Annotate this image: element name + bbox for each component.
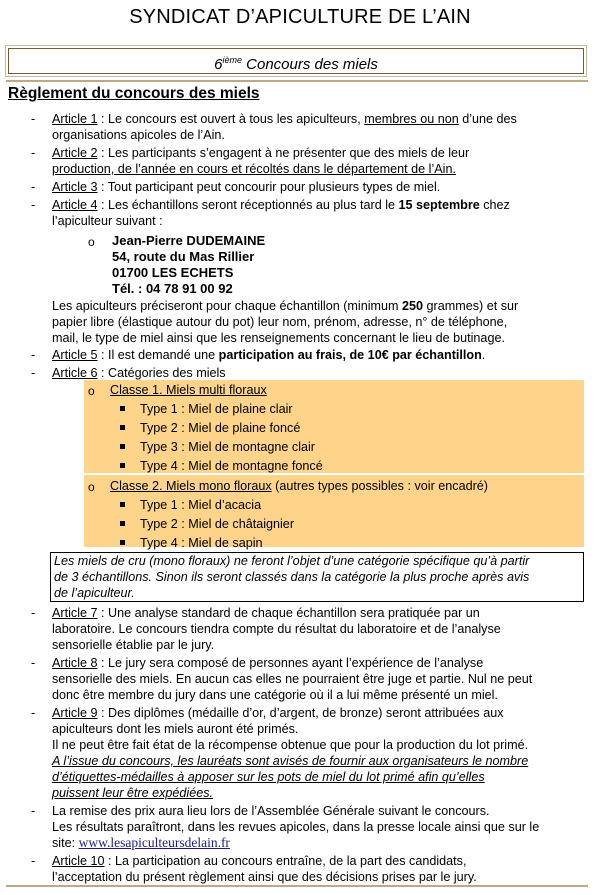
- contact-street: 54, route du Mas Rillier: [112, 249, 255, 264]
- article6-label: Article 6: [52, 366, 98, 380]
- article1-text: : Le concours est ouvert à tous les apiculteurs,: [97, 112, 365, 126]
- article9-line6: puissent leur être expédiées.: [52, 786, 214, 800]
- contest-ordinal: 6: [214, 56, 223, 73]
- dash-bullet: -: [31, 198, 36, 212]
- article2-line1: [52, 145, 469, 161]
- article4-para-line3: mail, le type de miel ainsi que les renseignements concernant le lieu de butinage.: [52, 331, 505, 345]
- contest-title: Concours des miels: [246, 56, 378, 73]
- article10-line2: l’acceptation du présent règlement ainsi que des décisions prises par le jury.: [52, 870, 477, 884]
- square-bullet: [120, 425, 125, 430]
- separator-bottom: [6, 885, 588, 887]
- dash-bullet: -: [31, 804, 36, 818]
- article8-text: : Le jury sera composé de personnes ayant l’expérience de l’analyse: [97, 656, 484, 670]
- article9-line5: d’étiquettes-médailles à apposer sur les pots de miel du lot primé afin qu’elles: [52, 770, 485, 784]
- circle-bullet: o: [88, 235, 95, 249]
- circle-bullet: o: [88, 384, 95, 398]
- article4-line2: l’apiculteur suivant :: [52, 214, 163, 228]
- contact-name: Jean-Pierre DUDEMAINE: [112, 233, 266, 248]
- article1-members: membres ou non: [364, 112, 459, 126]
- article9-label: Article 9: [52, 706, 98, 720]
- page-title: SYNDICAT D’APICULTURE DE L’AIN: [129, 6, 471, 28]
- contact-city: 01700 LES ECHETS: [112, 265, 234, 280]
- article4-label: Article 4: [52, 198, 98, 212]
- article8-line3: donc être membre du jury dans une catégorie où il a lui même présenté un miel.: [52, 688, 498, 702]
- article4-minimum-qty: 250: [402, 299, 424, 313]
- article10-label: Article 10: [52, 854, 105, 868]
- class2-type: Type 1 : Miel d’acacia: [140, 498, 262, 512]
- article4-para-text-end: grammes) et sur: [423, 299, 519, 313]
- dash-bullet: -: [31, 366, 36, 380]
- article7-text: : Une analyse standard de chaque échantillon sera pratiquée par un: [97, 606, 480, 620]
- article4-line1: [52, 197, 510, 213]
- dash-bullet: -: [31, 656, 36, 670]
- class1-title: Classe 1. Miels multi floraux: [110, 383, 267, 397]
- remise-line1: La remise des prix aura lieu lors de l’Assemblée Générale suivant le concours.: [52, 804, 490, 818]
- article10-text: : La participation au concours entraîne, de la part des candidats,: [104, 854, 467, 868]
- class2-type: Type 4 : Miel de sapin: [140, 536, 263, 550]
- article8-line1: [52, 655, 483, 671]
- class1-type: Type 3 : Miel de montagne clair: [140, 440, 316, 454]
- article2-label: Article 2: [52, 146, 98, 160]
- article8-line2: sensorielle des miels. En aucun cas elles ne pourraient être juge et partie. Nul ne peut: [52, 672, 533, 686]
- dash-bullet: -: [31, 112, 36, 126]
- article7-label: Article 7: [52, 606, 98, 620]
- dash-bullet: -: [31, 854, 36, 868]
- class1-type: Type 4 : Miel de montagne foncé: [140, 459, 323, 473]
- class1-type: Type 2 : Miel de plaine foncé: [140, 421, 301, 435]
- remise-line3: [52, 835, 230, 851]
- article6-line1: [52, 365, 226, 381]
- class1-type: Type 1 : Miel de plaine clair: [140, 402, 293, 416]
- article7-line1: [52, 605, 480, 621]
- class2-type: Type 2 : Miel de châtaignier: [140, 517, 295, 531]
- remise-line2: Les résultats paraîtront, dans les revues apicoles, dans la presse locale ainsi que sur le: [52, 820, 540, 834]
- article3-line1: [52, 179, 440, 195]
- article1-line2: organisations apicoles de l’Ain.: [52, 128, 225, 142]
- note-line3: de l’apiculteur.: [54, 586, 135, 600]
- contact-phone: Tél. : 04 78 91 00 92: [112, 281, 233, 296]
- note-line1: Les miels de cru (mono floraux) ne feront l’objet d’une catégorie spécifique qu’à partir: [54, 554, 530, 568]
- square-bullet: [120, 463, 125, 468]
- dash-bullet: -: [31, 146, 36, 160]
- article1-text-end: d’une des: [458, 112, 517, 126]
- article5-text-end: .: [481, 348, 486, 362]
- article2-text: : Les participants s’engagent à ne présenter que des miels de leur: [97, 146, 470, 160]
- article5-label: Article 5: [52, 348, 98, 362]
- reglement-title: Règlement du concours des miels: [8, 85, 260, 102]
- article5-text: : Il est demandé une: [97, 348, 219, 362]
- article4-para-text: Les apiculteurs préciseront pour chaque échantillon (minimum: [52, 299, 403, 313]
- article1-label: Article 1: [52, 112, 98, 126]
- article4-date: 15 septembre: [398, 198, 480, 212]
- article4-para-line2: papier libre (élastique autour du pot) leur nom, prénom, adresse, n° de téléphone,: [52, 315, 508, 329]
- article7-line2: laboratoire. Le concours tiendra compte du résultat du laboratoire et de l’analyse: [52, 622, 501, 636]
- article1-line1: [52, 111, 517, 127]
- article3-text: : Tout participant peut concourir pour plusieurs types de miel.: [97, 180, 441, 194]
- class2-suffix: (autres types possibles : voir encadré): [271, 479, 488, 493]
- article9-line4: A l’issue du concours, les lauréats sont avisés de fournir aux organisateurs le nombre: [52, 754, 529, 768]
- website-link[interactable]: www.lesapiculteursdelain.fr: [78, 835, 230, 850]
- separator-top: [6, 80, 588, 82]
- dash-bullet: -: [31, 606, 36, 620]
- article5-fee: participation au frais, de 10€ par échantillon: [218, 348, 482, 362]
- article8-label: Article 8: [52, 656, 98, 670]
- article9-line2: apiculteurs dont les miels auront été primés.: [52, 722, 299, 736]
- square-bullet: [120, 502, 125, 507]
- dash-bullet: -: [31, 706, 36, 720]
- remise-site-label: site:: [52, 836, 79, 850]
- article4-text: : Les échantillons seront réceptionnés au plus tard le: [97, 198, 399, 212]
- dash-bullet: -: [31, 180, 36, 194]
- square-bullet: [120, 521, 125, 526]
- article9-line3: Il ne peut être fait état de la récompense obtenue que pour la production du lot primé.: [52, 738, 529, 752]
- article4-text-end: chez: [479, 198, 510, 212]
- contest-ordinal-suffix: ième: [222, 55, 242, 65]
- article3-label: Article 3: [52, 180, 98, 194]
- article6-text: : Catégories des miels: [97, 366, 226, 380]
- article9-text: : Des diplômes (médaille d’or, d’argent, de bronze) seront attribuées aux: [97, 706, 504, 720]
- article7-line3: sensorielle établie par le jury.: [52, 638, 215, 652]
- note-line2: de 3 échantillons. Sinon ils seront classés dans la catégorie la plus proche après avis: [54, 570, 530, 584]
- square-bullet: [120, 406, 125, 411]
- class2-line: [110, 478, 488, 494]
- article10-line1: [52, 853, 466, 869]
- square-bullet: [120, 540, 125, 545]
- square-bullet: [120, 444, 125, 449]
- article2-line2: production, de l’année en cours et récoltés dans le département de l’Ain.: [52, 162, 456, 176]
- article9-line1: [52, 705, 504, 721]
- dash-bullet: -: [31, 348, 36, 362]
- article4-para-line1: [52, 298, 518, 314]
- circle-bullet: o: [88, 480, 95, 494]
- contest-banner: [8, 48, 584, 74]
- class2-title: Classe 2. Miels mono floraux: [110, 479, 272, 493]
- article5-line1: [52, 347, 485, 363]
